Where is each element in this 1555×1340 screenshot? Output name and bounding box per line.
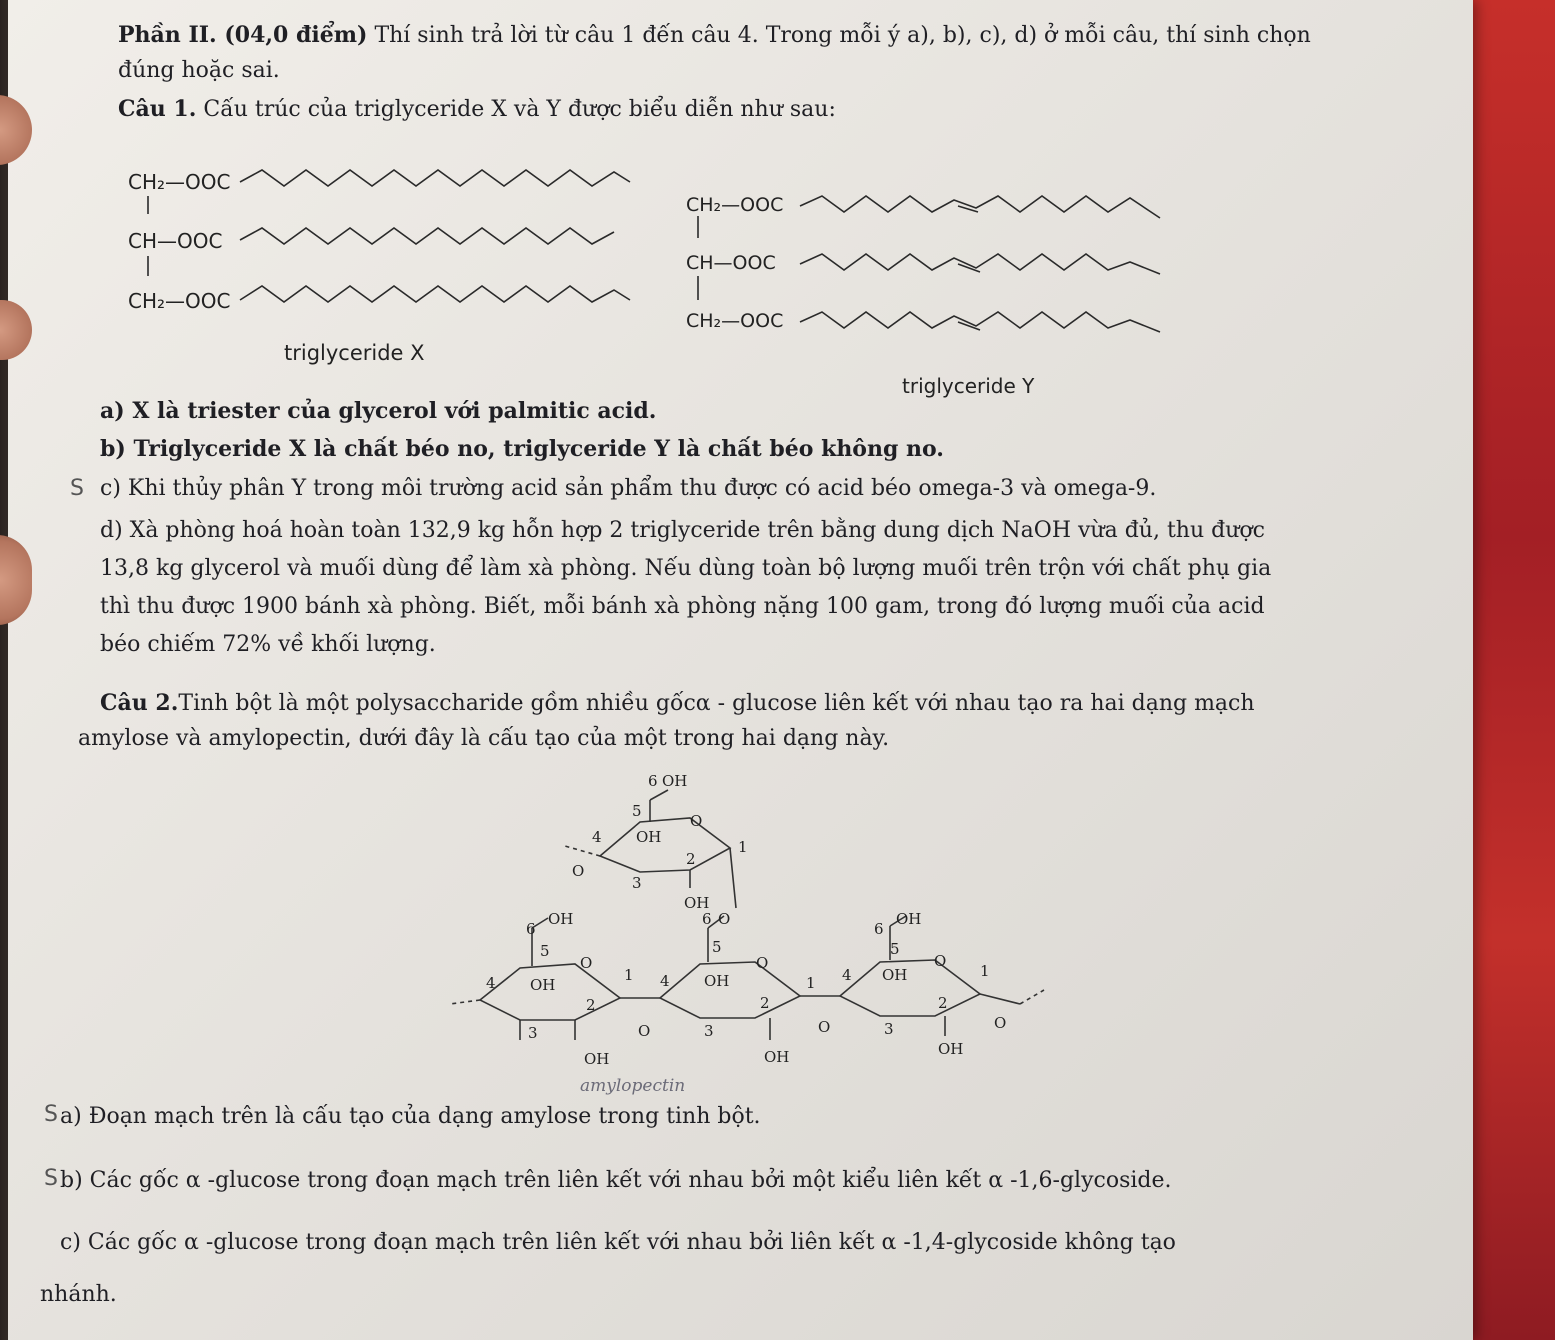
ring3-oh3: OH [938,1040,964,1058]
ring3-link-o: O [994,1014,1007,1032]
ring2-c4: 4 [660,972,670,990]
ring3-c2: 2 [938,994,948,1012]
triglyceride-x-label: triglyceride X [284,341,425,365]
y-ch2-top: CH₂—OOC [686,194,784,216]
q1-statement-d4: béo chiếm 72% về khối lượng. [100,632,436,657]
ring3-c4: 4 [842,966,852,984]
q1-b-text: b) Triglyceride X là chất béo no, triglyceride Y là chất béo không no. [100,436,944,462]
top-ring-oh: OH [662,772,688,790]
q2-statement-b: b) Các gốc α -glucose trong đoạn mạch trên liên kết với nhau bởi một kiểu liên kết α -1,6-glycoside. [60,1168,1172,1193]
ring3-oh2: OH [882,966,908,984]
ring3-c6: 6 [874,920,884,938]
top-ring-c5: 5 [632,802,642,820]
q1-heading: Câu 1. [118,96,197,122]
ring1-oh: OH [548,910,574,928]
top-ring-o: O [690,812,703,830]
ring2-c1: 1 [806,974,816,992]
part2-instructions: Thí sinh trả lời từ câu 1 đến câu 4. Trong mỗi ý a), b), c), d) ở mỗi câu, thí sinh chọn [374,23,1311,48]
top-ring-c1: 1 [738,838,748,856]
top-ring-oh3: OH [684,894,710,912]
ring3-o: O [934,952,947,970]
ring3-c5: 5 [890,940,900,958]
top-ring-c4: 4 [592,828,602,846]
q2-statement-a: a) Đoạn mạch trên là cấu tạo của dạng amylose trong tinh bột. [60,1104,761,1129]
ring2-oh2: OH [704,972,730,990]
ring1-oh3: OH [584,1050,610,1068]
ring3-c1: 1 [980,962,990,980]
q2-statement-c2: nhánh. [40,1282,117,1307]
q1-statement-a: a) X là triester của glycerol với palmitic acid. [100,398,657,424]
handwritten-mark-2: S [44,1102,58,1127]
ring1-link-o: O [638,1022,651,1040]
x-ch2-top: CH₂—OOC [128,170,231,194]
ring1-c6: 6 [526,920,536,938]
handwritten-note: amylopectin [580,1076,686,1096]
ring2-o6: O [718,910,731,928]
ring3-c3: 3 [884,1020,894,1038]
ring3-oh: OH [896,910,922,928]
ring1-c1: 1 [624,966,634,984]
ring2-c5: 5 [712,938,722,956]
ring1-c5: 5 [540,942,550,960]
q1-statement-d1: d) Xà phòng hoá hoàn toàn 132,9 kg hỗn hợp 2 triglyceride trên bằng dung dịch NaOH vừa đủ, thu được [100,518,1265,543]
ring2-oh3: OH [764,1048,790,1066]
top-ring-c6: 6 [648,772,658,790]
q1-statement-d3: thì thu được 1900 bánh xà phòng. Biết, mỗi bánh xà phòng nặng 100 gam, trong đó lượng muối của acid [100,594,1265,619]
ring1-o: O [580,954,593,972]
ring1-c4: 4 [486,974,496,992]
part2-line2: đúng hoặc sai. [118,58,280,83]
ring2-link-o: O [818,1018,831,1036]
handwritten-mark-1: S [70,476,84,501]
q1-statement-c: c) Khi thủy phân Y trong môi trường acid sản phẩm thu được có acid béo omega-3 và omega-9. [100,476,1157,501]
top-ring-c3: 3 [632,874,642,892]
q2-heading: Câu 2. [100,690,179,716]
glucose-ring-3 [800,916,1044,1036]
ring1-c3: 3 [528,1024,538,1042]
glucose-ring-top [565,790,736,908]
part2-heading: Phần II. (04,0 điểm) [118,22,368,48]
top-ring-oh2: OH [636,828,662,846]
ring2-c3: 3 [704,1022,714,1040]
triglyceride-y-label: triglyceride Y [902,374,1035,398]
q2-intro: Tinh bột là một polysaccharide gồm nhiều gốcα - glucose liên kết với nhau tạo ra hai dạng mạch [178,691,1255,716]
x-ch2-bottom: CH₂—OOC [128,289,231,313]
q1-statement-d2: 13,8 kg glycerol và muối dùng để làm xà phòng. Nếu dùng toàn bộ lượng muối trên trộn với chất phụ gia [100,556,1272,581]
top-ring-o-left: O [572,862,585,880]
ring2-c6: 6 [702,910,712,928]
y-ch2-bottom: CH₂—OOC [686,310,784,332]
ring1-oh2: OH [530,976,556,994]
q2-line2: amylose và amylopectin, dưới đây là cấu tạo của một trong hai dạng này. [78,726,890,751]
q1-intro: Cấu trúc của triglyceride X và Y được biểu diễn như sau: [203,97,836,122]
y-ch: CH—OOC [686,252,776,274]
ring2-c2: 2 [760,994,770,1012]
handwritten-mark-3: S [44,1166,58,1191]
ring1-c2: 2 [586,996,596,1014]
q2-statement-c1: c) Các gốc α -glucose trong đoạn mạch trên liên kết với nhau bởi liên kết α -1,4-glycoside không tạo [60,1230,1176,1255]
x-ch: CH—OOC [128,229,223,253]
top-ring-c2: 2 [686,850,696,868]
ring2-o: O [756,954,769,972]
diagram-labels [486,772,1006,1068]
